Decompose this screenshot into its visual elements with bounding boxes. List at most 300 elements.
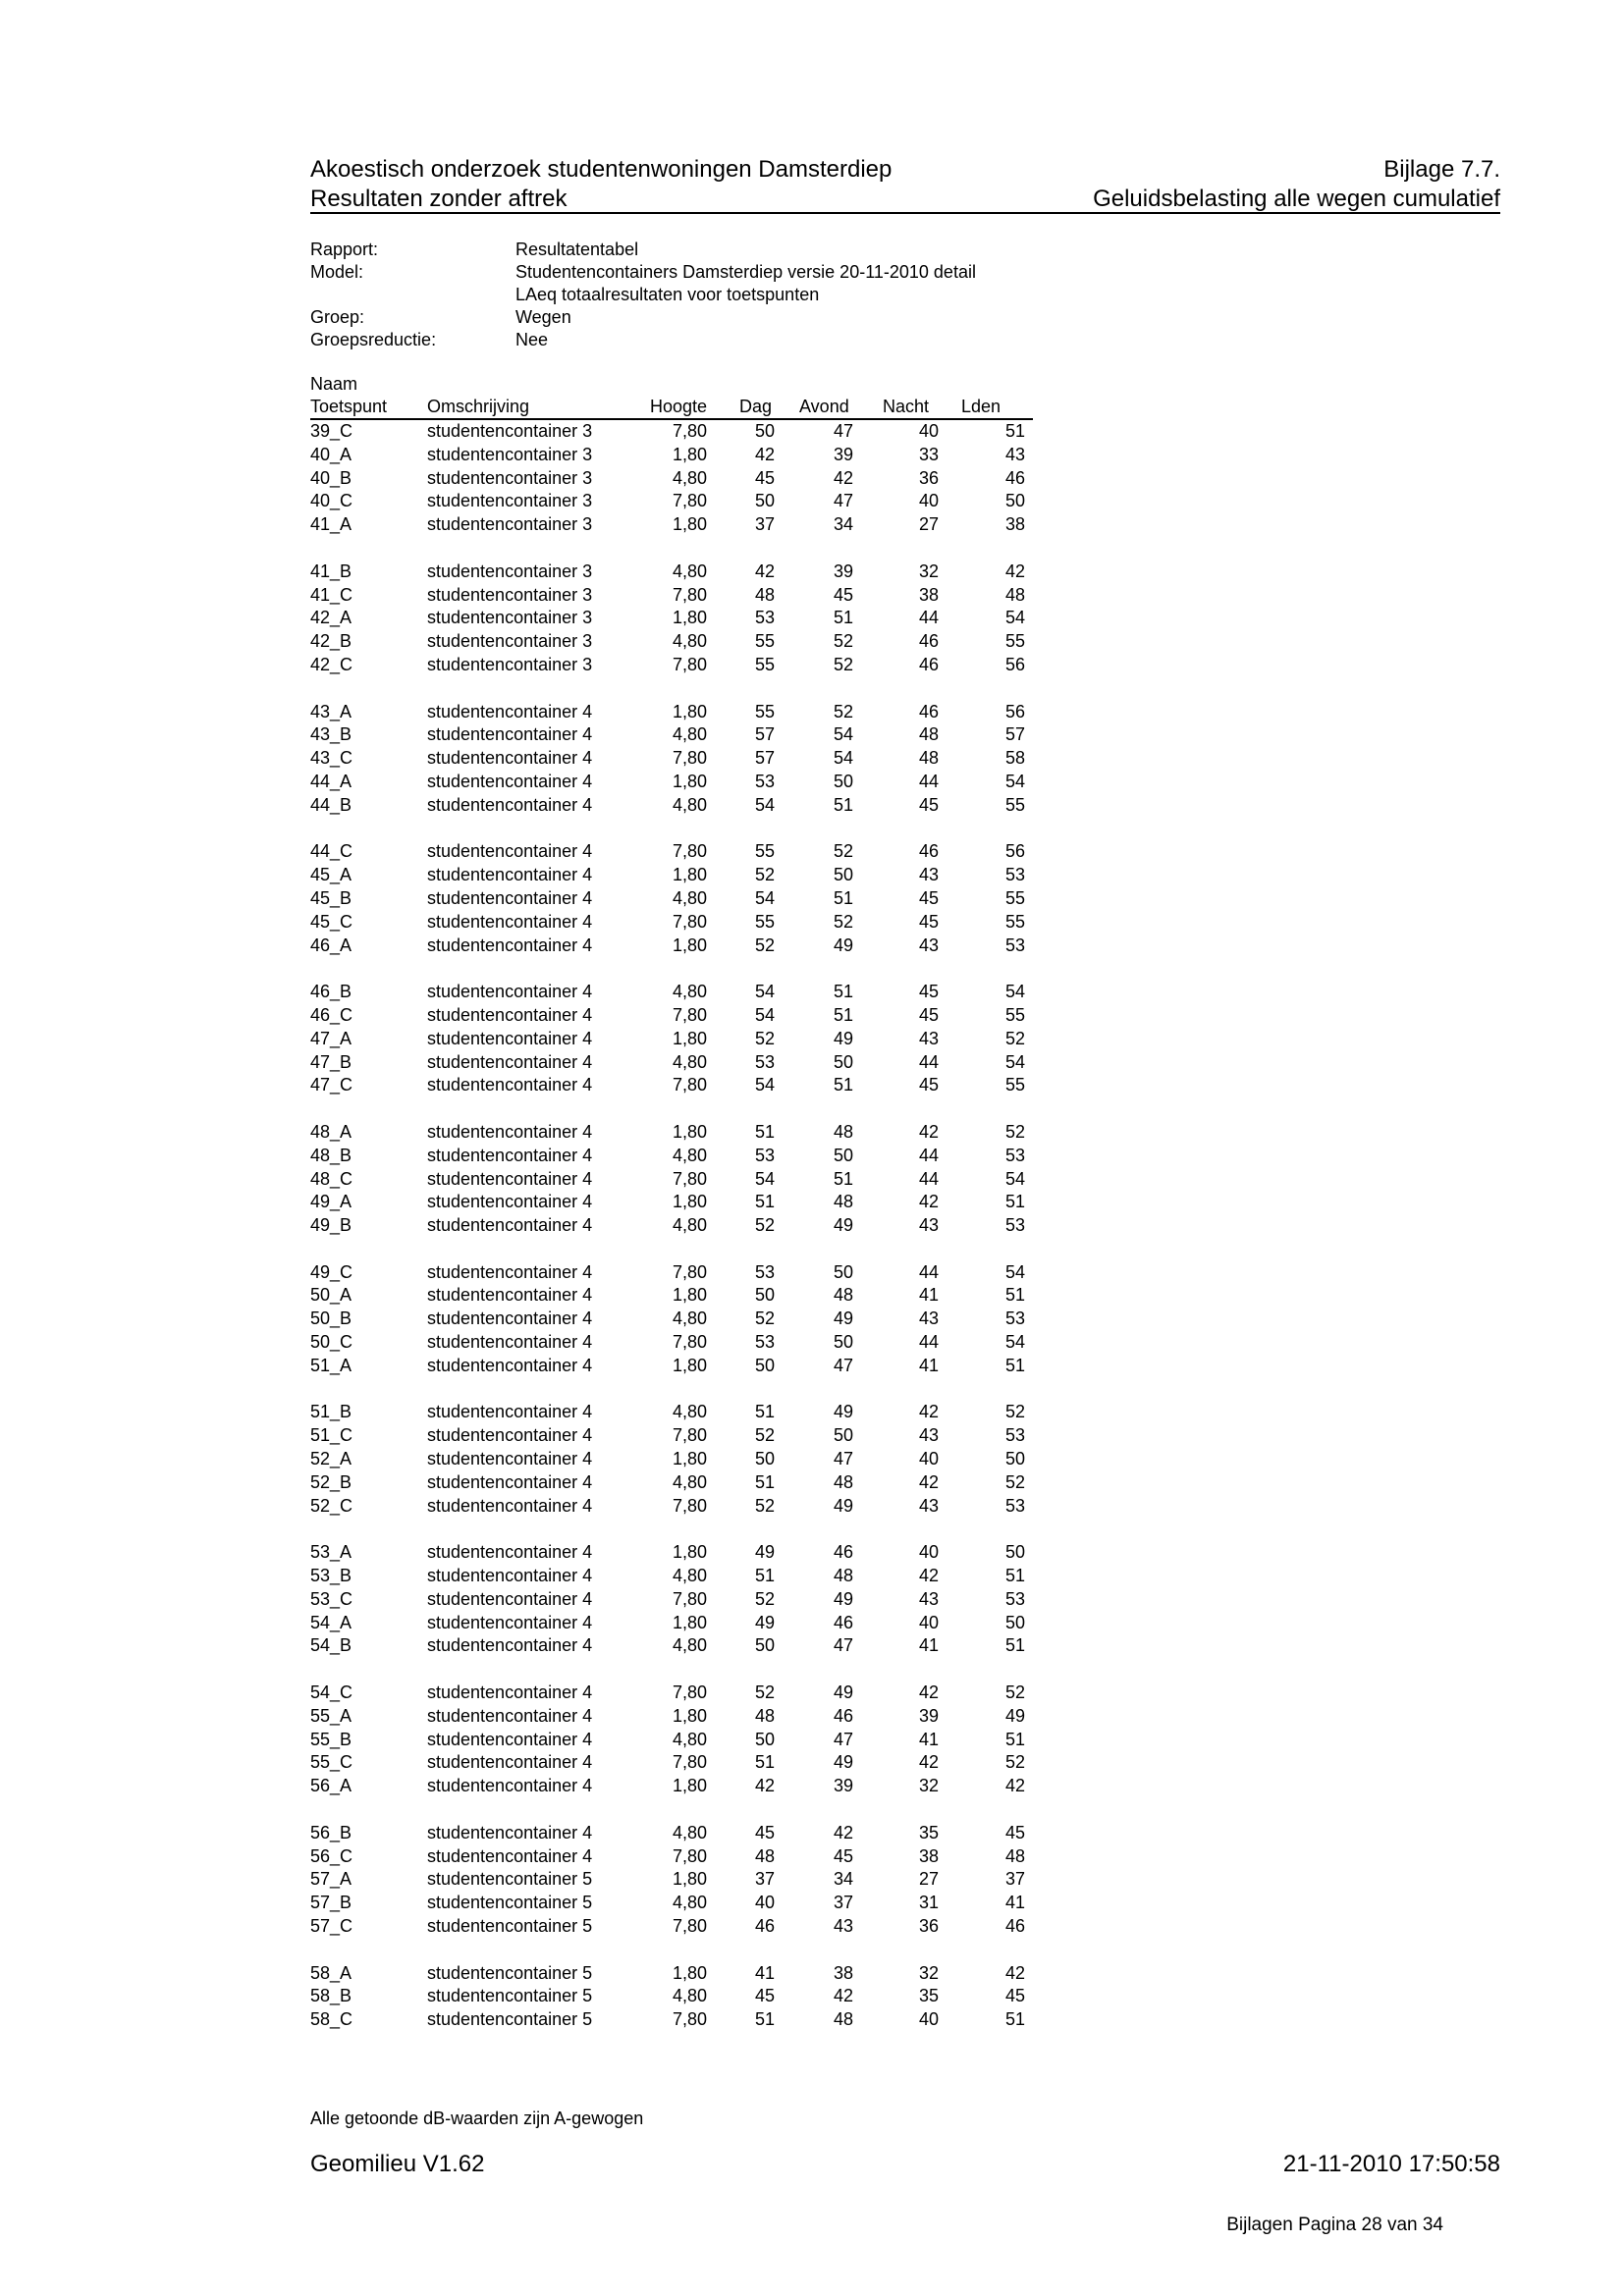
cell-dag: 52 xyxy=(754,1682,775,1703)
meta-key: Model: xyxy=(310,262,364,282)
cell-nacht: 44 xyxy=(918,1332,939,1353)
cell-toetspunt: 44_A xyxy=(310,771,352,791)
table-row xyxy=(310,840,1033,864)
meta-key: Rapport: xyxy=(310,240,379,259)
cell-omschrijving: studentencontainer 4 xyxy=(427,982,593,1002)
table-row xyxy=(310,467,1033,491)
cell-nacht: 43 xyxy=(918,1588,939,1609)
cell-hoogte: 7,80 xyxy=(672,2009,707,2030)
cell-dag: 51 xyxy=(754,1752,775,1773)
cell-nacht: 40 xyxy=(918,2009,939,2030)
cell-nacht: 45 xyxy=(918,1075,939,1095)
cell-avond: 45 xyxy=(833,584,853,605)
cell-dag: 46 xyxy=(754,1916,775,1936)
cell-nacht: 40 xyxy=(918,1449,939,1469)
cell-dag: 45 xyxy=(754,1986,775,2006)
cell-avond: 51 xyxy=(833,887,853,908)
cell-omschrijving: studentencontainer 3 xyxy=(427,608,593,628)
cell-dag: 50 xyxy=(754,1729,775,1749)
meta-value: Wegen xyxy=(515,307,571,327)
table-row xyxy=(310,887,1033,911)
cell-nacht: 40 xyxy=(918,1542,939,1563)
cell-toetspunt: 58_C xyxy=(310,2009,353,2030)
table-row xyxy=(310,1541,1033,1565)
cell-dag: 45 xyxy=(754,1822,775,1842)
cell-omschrijving: studentencontainer 4 xyxy=(427,934,593,955)
cell-hoogte: 7,80 xyxy=(672,1682,707,1703)
cell-avond: 39 xyxy=(833,444,853,464)
cell-lden: 51 xyxy=(1004,1192,1025,1212)
cell-nacht: 40 xyxy=(918,491,939,511)
cell-omschrijving: studentencontainer 4 xyxy=(427,1729,593,1749)
cell-nacht: 41 xyxy=(918,1285,939,1306)
cell-hoogte: 1,80 xyxy=(672,1962,707,1983)
cell-avond: 51 xyxy=(833,794,853,815)
cell-toetspunt: 53_C xyxy=(310,1588,353,1609)
cell-omschrijving: studentencontainer 4 xyxy=(427,1822,593,1842)
cell-lden: 52 xyxy=(1004,1752,1025,1773)
cell-dag: 55 xyxy=(754,631,775,652)
cell-avond: 54 xyxy=(833,748,853,769)
cell-avond: 42 xyxy=(833,1986,853,2006)
table-row xyxy=(310,654,1033,677)
cell-avond: 43 xyxy=(833,1916,853,1936)
column-header-nacht: Nacht xyxy=(883,397,930,416)
group-spacer xyxy=(310,677,1033,701)
cell-avond: 52 xyxy=(833,911,853,932)
cell-omschrijving: studentencontainer 4 xyxy=(427,748,593,769)
table-row xyxy=(310,1751,1033,1775)
cell-avond: 48 xyxy=(833,2009,853,2030)
cell-hoogte: 7,80 xyxy=(672,1916,707,1936)
cell-toetspunt: 47_C xyxy=(310,1075,353,1095)
cell-dag: 41 xyxy=(754,1962,775,1983)
cell-omschrijving: studentencontainer 4 xyxy=(427,1355,593,1375)
cell-avond: 52 xyxy=(833,631,853,652)
cell-hoogte: 4,80 xyxy=(672,887,707,908)
group-spacer xyxy=(310,537,1033,561)
cell-dag: 52 xyxy=(754,934,775,955)
cell-hoogte: 7,80 xyxy=(672,1752,707,1773)
cell-nacht: 43 xyxy=(918,1425,939,1446)
group-spacer xyxy=(310,1238,1033,1261)
cell-lden: 45 xyxy=(1004,1986,1025,2006)
cell-hoogte: 1,80 xyxy=(672,1449,707,1469)
table-row xyxy=(310,584,1033,608)
cell-avond: 51 xyxy=(833,1168,853,1189)
cell-nacht: 46 xyxy=(918,701,939,721)
cell-dag: 50 xyxy=(754,1355,775,1375)
cell-nacht: 44 xyxy=(918,771,939,791)
cell-nacht: 44 xyxy=(918,1145,939,1165)
cell-dag: 51 xyxy=(754,1121,775,1142)
cell-avond: 50 xyxy=(833,1145,853,1165)
table-row xyxy=(310,1729,1033,1752)
cell-hoogte: 1,80 xyxy=(672,444,707,464)
cell-toetspunt: 57_C xyxy=(310,1916,353,1936)
cell-lden: 51 xyxy=(1004,1729,1025,1749)
cell-omschrijving: studentencontainer 3 xyxy=(427,561,593,581)
cell-avond: 42 xyxy=(833,467,853,488)
cell-lden: 52 xyxy=(1004,1402,1025,1422)
cell-hoogte: 1,80 xyxy=(672,608,707,628)
cell-dag: 57 xyxy=(754,724,775,745)
software-version: Geomilieu V1.62 xyxy=(310,2151,485,2177)
table-row xyxy=(310,747,1033,771)
timestamp: 21-11-2010 17:50:58 xyxy=(1282,2151,1500,2177)
table-row xyxy=(310,1822,1033,1845)
cell-toetspunt: 41_B xyxy=(310,561,352,581)
cell-lden: 38 xyxy=(1004,514,1025,535)
header-divider xyxy=(310,212,1500,214)
cell-toetspunt: 51_C xyxy=(310,1425,353,1446)
table-row xyxy=(310,607,1033,630)
cell-hoogte: 1,80 xyxy=(672,1355,707,1375)
cell-hoogte: 4,80 xyxy=(672,1051,707,1072)
cell-toetspunt: 55_A xyxy=(310,1705,352,1726)
cell-avond: 34 xyxy=(833,514,853,535)
cell-nacht: 42 xyxy=(918,1566,939,1586)
cell-dag: 52 xyxy=(754,1588,775,1609)
cell-toetspunt: 56_A xyxy=(310,1776,352,1796)
table-row xyxy=(310,1168,1033,1192)
cell-hoogte: 1,80 xyxy=(672,1542,707,1563)
cell-nacht: 31 xyxy=(918,1893,939,1913)
cell-avond: 49 xyxy=(833,1752,853,1773)
cell-omschrijving: studentencontainer 4 xyxy=(427,1261,593,1282)
table-row xyxy=(310,723,1033,747)
cell-dag: 51 xyxy=(754,1402,775,1422)
cell-omschrijving: studentencontainer 4 xyxy=(427,1308,593,1329)
table-row xyxy=(310,1424,1033,1448)
cell-dag: 52 xyxy=(754,1308,775,1329)
page-number: Bijlagen Pagina 28 van 34 xyxy=(1226,2215,1443,2235)
cell-lden: 53 xyxy=(1004,865,1025,885)
cell-nacht: 46 xyxy=(918,841,939,862)
cell-nacht: 43 xyxy=(918,1028,939,1048)
cell-hoogte: 4,80 xyxy=(672,1635,707,1656)
meta-value: Resultatentabel xyxy=(515,240,639,259)
cell-hoogte: 4,80 xyxy=(672,631,707,652)
table-row xyxy=(310,1214,1033,1238)
column-header-avond: Avond xyxy=(799,397,849,416)
cell-lden: 53 xyxy=(1004,1588,1025,1609)
table-row xyxy=(310,1612,1033,1635)
cell-avond: 50 xyxy=(833,865,853,885)
table-row xyxy=(310,1892,1033,1915)
cell-omschrijving: studentencontainer 5 xyxy=(427,1962,593,1983)
cell-omschrijving: studentencontainer 4 xyxy=(427,794,593,815)
document-title: Akoestisch onderzoek studentenwoningen Damsterdiep xyxy=(310,156,893,183)
cell-hoogte: 4,80 xyxy=(672,1822,707,1842)
cell-lden: 42 xyxy=(1004,561,1025,581)
table-row xyxy=(310,1845,1033,1869)
cell-hoogte: 1,80 xyxy=(672,1705,707,1726)
cell-nacht: 43 xyxy=(918,865,939,885)
column-header-toetspunt: Toetspunt xyxy=(310,397,388,416)
cell-hoogte: 4,80 xyxy=(672,1308,707,1329)
cell-avond: 49 xyxy=(833,1588,853,1609)
cell-hoogte: 7,80 xyxy=(672,1168,707,1189)
table-row xyxy=(310,1121,1033,1145)
cell-hoogte: 4,80 xyxy=(672,982,707,1002)
cell-omschrijving: studentencontainer 4 xyxy=(427,1332,593,1353)
cell-lden: 41 xyxy=(1004,1893,1025,1913)
cell-omschrijving: studentencontainer 3 xyxy=(427,654,593,674)
cell-toetspunt: 54_C xyxy=(310,1682,353,1703)
cell-omschrijving: studentencontainer 3 xyxy=(427,421,593,441)
cell-lden: 54 xyxy=(1004,608,1025,628)
table-header-top xyxy=(310,373,1033,396)
cell-toetspunt: 53_A xyxy=(310,1542,352,1563)
cell-omschrijving: studentencontainer 4 xyxy=(427,1402,593,1422)
cell-dag: 51 xyxy=(754,1192,775,1212)
cell-toetspunt: 42_C xyxy=(310,654,353,674)
cell-lden: 37 xyxy=(1004,1869,1025,1890)
cell-avond: 49 xyxy=(833,1028,853,1048)
cell-toetspunt: 47_A xyxy=(310,1028,352,1048)
cell-lden: 54 xyxy=(1004,1051,1025,1072)
cell-dag: 37 xyxy=(754,514,775,535)
cell-omschrijving: studentencontainer 4 xyxy=(427,1566,593,1586)
cell-hoogte: 7,80 xyxy=(672,748,707,769)
cell-lden: 48 xyxy=(1004,1845,1025,1866)
table-row xyxy=(310,1355,1033,1378)
cell-dag: 53 xyxy=(754,1261,775,1282)
table-row xyxy=(310,1868,1033,1892)
cell-toetspunt: 51_A xyxy=(310,1355,352,1375)
cell-hoogte: 7,80 xyxy=(672,1332,707,1353)
column-header-hoogte: Hoogte xyxy=(650,397,708,416)
cell-hoogte: 7,80 xyxy=(672,654,707,674)
cell-dag: 54 xyxy=(754,1004,775,1025)
cell-lden: 51 xyxy=(1004,1285,1025,1306)
cell-lden: 43 xyxy=(1004,444,1025,464)
meta-value: LAeq totaalresultaten voor toetspunten xyxy=(515,285,820,304)
cell-omschrijving: studentencontainer 4 xyxy=(427,1004,593,1025)
cell-nacht: 27 xyxy=(918,514,939,535)
table-row xyxy=(310,1705,1033,1729)
table-row xyxy=(310,934,1033,958)
cell-dag: 57 xyxy=(754,748,775,769)
cell-hoogte: 1,80 xyxy=(672,934,707,955)
cell-hoogte: 7,80 xyxy=(672,1004,707,1025)
cell-omschrijving: studentencontainer 3 xyxy=(427,491,593,511)
cell-avond: 42 xyxy=(833,1822,853,1842)
cell-hoogte: 1,80 xyxy=(672,1028,707,1048)
cell-lden: 49 xyxy=(1004,1705,1025,1726)
cell-hoogte: 4,80 xyxy=(672,1471,707,1492)
cell-toetspunt: 40_B xyxy=(310,467,352,488)
cell-lden: 42 xyxy=(1004,1776,1025,1796)
header-line-2 xyxy=(310,185,1500,214)
cell-avond: 39 xyxy=(833,561,853,581)
table-row xyxy=(310,771,1033,794)
cell-hoogte: 4,80 xyxy=(672,1145,707,1165)
cell-omschrijving: studentencontainer 4 xyxy=(427,1752,593,1773)
cell-dag: 54 xyxy=(754,1168,775,1189)
cell-dag: 50 xyxy=(754,1635,775,1656)
cell-dag: 50 xyxy=(754,421,775,441)
cell-omschrijving: studentencontainer 5 xyxy=(427,2009,593,2030)
cell-nacht: 44 xyxy=(918,1051,939,1072)
cell-avond: 45 xyxy=(833,1845,853,1866)
cell-dag: 40 xyxy=(754,1893,775,1913)
table-row xyxy=(310,1284,1033,1308)
cell-hoogte: 1,80 xyxy=(672,865,707,885)
cell-hoogte: 1,80 xyxy=(672,1869,707,1890)
cell-nacht: 46 xyxy=(918,654,939,674)
cell-hoogte: 1,80 xyxy=(672,514,707,535)
cell-dag: 45 xyxy=(754,467,775,488)
cell-nacht: 32 xyxy=(918,1962,939,1983)
cell-omschrijving: studentencontainer 4 xyxy=(427,1635,593,1656)
cell-omschrijving: studentencontainer 3 xyxy=(427,514,593,535)
cell-toetspunt: 42_A xyxy=(310,608,352,628)
group-spacer xyxy=(310,1097,1033,1121)
cell-toetspunt: 55_C xyxy=(310,1752,353,1773)
table-row xyxy=(310,701,1033,724)
cell-lden: 51 xyxy=(1004,421,1025,441)
cell-avond: 50 xyxy=(833,1332,853,1353)
cell-lden: 42 xyxy=(1004,1962,1025,1983)
cell-avond: 37 xyxy=(833,1893,853,1913)
cell-nacht: 38 xyxy=(918,584,939,605)
cell-nacht: 41 xyxy=(918,1355,939,1375)
cell-dag: 55 xyxy=(754,654,775,674)
cell-lden: 53 xyxy=(1004,1495,1025,1516)
table-header xyxy=(310,396,1033,418)
cell-lden: 57 xyxy=(1004,724,1025,745)
cell-toetspunt: 43_B xyxy=(310,724,352,745)
cell-omschrijving: studentencontainer 4 xyxy=(427,841,593,862)
table-row xyxy=(310,1191,1033,1214)
cell-lden: 51 xyxy=(1004,2009,1025,2030)
cell-toetspunt: 46_B xyxy=(310,982,352,1002)
cell-omschrijving: studentencontainer 4 xyxy=(427,1542,593,1563)
group-spacer xyxy=(310,1518,1033,1541)
cell-nacht: 41 xyxy=(918,1635,939,1656)
cell-toetspunt: 50_A xyxy=(310,1285,352,1306)
cell-toetspunt: 39_C xyxy=(310,421,353,441)
table-row xyxy=(310,1962,1033,1986)
cell-dag: 53 xyxy=(754,1145,775,1165)
cell-lden: 56 xyxy=(1004,841,1025,862)
cell-dag: 50 xyxy=(754,1449,775,1469)
table-row xyxy=(310,513,1033,537)
group-spacer xyxy=(310,1798,1033,1822)
cell-avond: 52 xyxy=(833,701,853,721)
cell-lden: 58 xyxy=(1004,748,1025,769)
cell-omschrijving: studentencontainer 3 xyxy=(427,444,593,464)
cell-avond: 38 xyxy=(833,1962,853,1983)
table-row xyxy=(310,1401,1033,1424)
cell-avond: 49 xyxy=(833,1215,853,1236)
cell-avond: 51 xyxy=(833,1004,853,1025)
table-row xyxy=(310,911,1033,934)
cell-hoogte: 1,80 xyxy=(672,701,707,721)
cell-hoogte: 7,80 xyxy=(672,584,707,605)
cell-toetspunt: 50_B xyxy=(310,1308,352,1329)
cell-nacht: 45 xyxy=(918,794,939,815)
cell-dag: 49 xyxy=(754,1612,775,1632)
cell-nacht: 48 xyxy=(918,724,939,745)
cell-omschrijving: studentencontainer 4 xyxy=(427,1682,593,1703)
cell-omschrijving: studentencontainer 4 xyxy=(427,1425,593,1446)
cell-nacht: 43 xyxy=(918,1495,939,1516)
cell-hoogte: 4,80 xyxy=(672,1566,707,1586)
cell-toetspunt: 43_C xyxy=(310,748,353,769)
cell-dag: 53 xyxy=(754,608,775,628)
cell-lden: 56 xyxy=(1004,654,1025,674)
cell-lden: 50 xyxy=(1004,1449,1025,1469)
cell-toetspunt: 53_B xyxy=(310,1566,352,1586)
cell-toetspunt: 45_C xyxy=(310,911,353,932)
cell-lden: 54 xyxy=(1004,982,1025,1002)
cell-nacht: 44 xyxy=(918,608,939,628)
header-line-1 xyxy=(310,155,1500,185)
group-spacer xyxy=(310,818,1033,841)
cell-avond: 50 xyxy=(833,1425,853,1446)
cell-omschrijving: studentencontainer 4 xyxy=(427,911,593,932)
table-row xyxy=(310,561,1033,584)
cell-toetspunt: 57_B xyxy=(310,1893,352,1913)
cell-dag: 42 xyxy=(754,444,775,464)
cell-hoogte: 7,80 xyxy=(672,1495,707,1516)
cell-lden: 50 xyxy=(1004,1612,1025,1632)
cell-lden: 53 xyxy=(1004,1308,1025,1329)
cell-nacht: 42 xyxy=(918,1752,939,1773)
cell-lden: 52 xyxy=(1004,1682,1025,1703)
cell-dag: 53 xyxy=(754,1051,775,1072)
cell-nacht: 40 xyxy=(918,1612,939,1632)
cell-omschrijving: studentencontainer 4 xyxy=(427,1168,593,1189)
group-spacer xyxy=(310,1939,1033,1962)
cell-lden: 53 xyxy=(1004,1215,1025,1236)
table-row xyxy=(310,1495,1033,1519)
cell-dag: 42 xyxy=(754,561,775,581)
cell-lden: 52 xyxy=(1004,1121,1025,1142)
cell-omschrijving: studentencontainer 4 xyxy=(427,1471,593,1492)
table-row xyxy=(310,864,1033,887)
cell-lden: 53 xyxy=(1004,934,1025,955)
cell-omschrijving: studentencontainer 4 xyxy=(427,1121,593,1142)
appendix-label: Bijlage 7.7. xyxy=(1383,156,1500,183)
column-header-naam: Naam xyxy=(310,374,358,394)
cell-avond: 49 xyxy=(833,1495,853,1516)
cell-hoogte: 1,80 xyxy=(672,1121,707,1142)
group-spacer xyxy=(310,1658,1033,1682)
cell-lden: 45 xyxy=(1004,1822,1025,1842)
cell-hoogte: 7,80 xyxy=(672,1261,707,1282)
cell-lden: 56 xyxy=(1004,701,1025,721)
cell-toetspunt: 54_B xyxy=(310,1635,352,1656)
cell-toetspunt: 49_A xyxy=(310,1192,352,1212)
cell-dag: 53 xyxy=(754,1332,775,1353)
cell-hoogte: 1,80 xyxy=(672,1285,707,1306)
cell-toetspunt: 58_B xyxy=(310,1986,352,2006)
cell-nacht: 43 xyxy=(918,934,939,955)
cell-avond: 50 xyxy=(833,1051,853,1072)
cell-toetspunt: 49_B xyxy=(310,1215,352,1236)
table-row xyxy=(310,1074,1033,1097)
cell-nacht: 33 xyxy=(918,444,939,464)
cell-toetspunt: 49_C xyxy=(310,1261,353,1282)
cell-nacht: 42 xyxy=(918,1402,939,1422)
table-row xyxy=(310,1051,1033,1075)
cell-omschrijving: studentencontainer 4 xyxy=(427,887,593,908)
table-row xyxy=(310,1471,1033,1495)
